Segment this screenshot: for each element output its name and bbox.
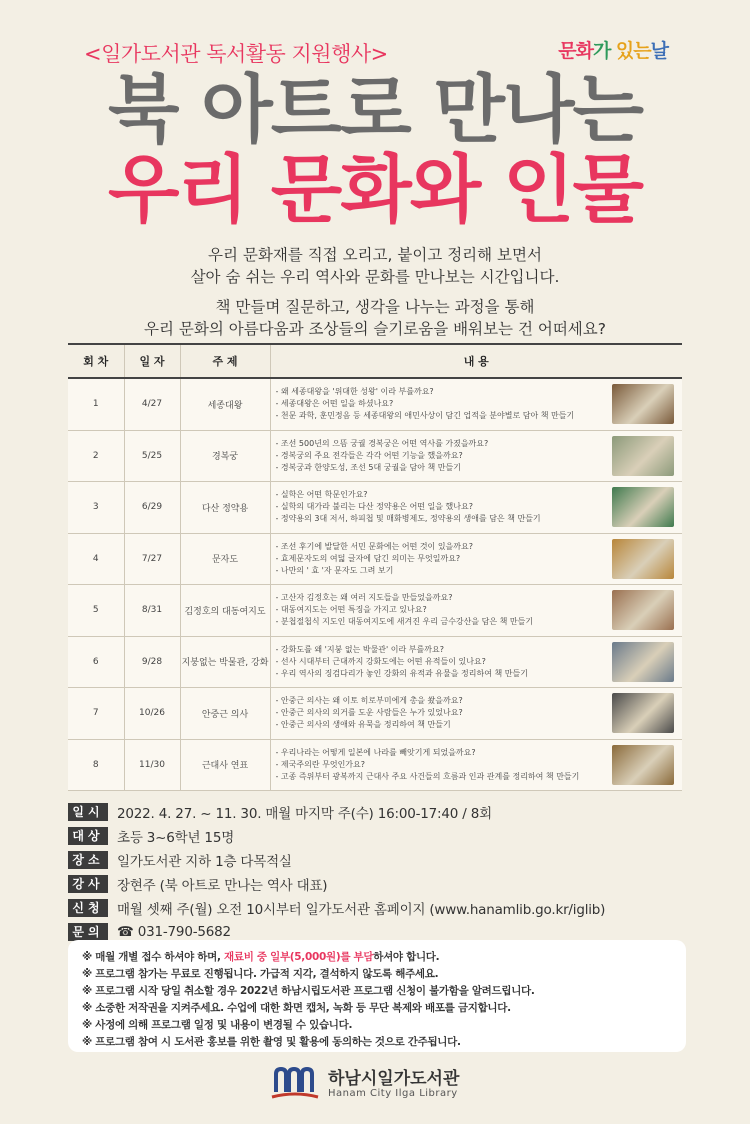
info-value: ☎ 031-790-5682: [117, 923, 231, 940]
topic-cell: 문자도: [180, 533, 270, 585]
table-row: [68, 378, 682, 430]
info-value: 장현주 (북 아트로 만나는 역사 대표): [117, 877, 328, 894]
notice-line: [82, 949, 439, 964]
info-row: [68, 848, 688, 871]
notice-line: ※ 사정에 의해 프로그램 일정 및 내용이 변경될 수 있습니다.: [82, 1019, 353, 1031]
session-cell: 4: [68, 533, 124, 585]
content-cell: [270, 482, 682, 534]
content-line: - 경복궁과 한양도성, 조선 5대 궁궐을 담아 책 만들기: [275, 462, 461, 472]
content-line: - 선사 시대부터 근대까지 강화도에는 어떤 유적들이 있나요?: [275, 656, 486, 666]
session-cell: 3: [68, 482, 124, 534]
table-row: [68, 636, 682, 688]
content-line: - 조선 500년의 으뜸 궁궐 경복궁은 어떤 역사를 가졌을까요?: [275, 438, 489, 448]
intro-line: 우리 문화의 아름다움과 조상들의 슬기로움을 배워보는 건 어떠세요?: [144, 320, 606, 338]
library-logo-icon: [270, 1064, 320, 1104]
culture-day-logo: 문화가 있는날: [558, 40, 668, 62]
notice-text: ※ 매월 개별 접수 하셔야 하며,: [82, 951, 225, 963]
content-line: - 왜 세종대왕을 '위대한 성왕' 이라 부를까요?: [275, 387, 434, 397]
content-line: - 세종대왕은 어떤 일을 하셨나요?: [275, 399, 394, 409]
session-cell: 1: [68, 378, 124, 430]
book-art-photo: [612, 590, 674, 630]
info-value: 매월 셋째 주(월) 오전 10시부터 일가도서관 홈페이지 (www.hanamlib.go.kr/iglib): [117, 901, 606, 918]
content-cell: [270, 378, 682, 430]
info-label: 장소: [68, 851, 108, 869]
topic-cell: 다산 정약용: [180, 482, 270, 534]
book-art-photo: [612, 539, 674, 579]
date-cell: 6/29: [124, 482, 180, 534]
event-subtitle: <일가도서관 독서활동 지원행사>: [84, 42, 388, 66]
content-line: - 우리 역사의 징검다리가 놓인 강화의 유적과 유물을 정리하여 책 만들기: [275, 668, 528, 678]
book-art-photo: [612, 384, 674, 424]
topic-cell: 김정호의 대동여지도: [180, 585, 270, 637]
table-header-row: [68, 344, 682, 378]
table-row: [68, 430, 682, 482]
content-line: - 제국주의란 무엇인가요?: [275, 759, 365, 769]
content-line: - 효제문자도의 여덟 글자에 담긴 의미는 무엇일까요?: [275, 553, 461, 563]
content-line: - 안중근 의사는 왜 이토 히로부미에게 총을 쐈을까요?: [275, 696, 463, 706]
library-name-ko: 하남시일가도서관: [328, 1069, 460, 1089]
event-info: [68, 800, 688, 944]
content-cell: [270, 533, 682, 585]
table-row: [68, 533, 682, 585]
header-session: 회 차: [68, 344, 124, 378]
info-row: [68, 824, 688, 847]
content-line: - 조선 후기에 발달한 서민 문화에는 어떤 것이 있을까요?: [275, 541, 473, 551]
session-cell: 2: [68, 430, 124, 482]
content-line: - 안중근 의사의 의거를 도운 사람들은 누가 있었나요?: [275, 708, 463, 718]
notice-box: [68, 940, 686, 1052]
notice-line: ※ 프로그램 참여 시 도서관 홍보를 위한 촬영 및 활용에 동의하는 것으로 간주됩니다.: [82, 1036, 461, 1048]
date-cell: 11/30: [124, 739, 180, 791]
date-cell: 8/31: [124, 585, 180, 637]
info-value: 2022. 4. 27. ~ 11. 30. 매월 마지막 주(수) 16:00-17:40 / 8회: [117, 805, 492, 822]
content-line: - 강화도를 왜 '지붕 없는 박물관' 이라 부를까요?: [275, 644, 444, 654]
info-value: 초등 3~6학년 15명: [117, 829, 235, 846]
info-row: [68, 800, 688, 823]
date-cell: 9/28: [124, 636, 180, 688]
content-line: - 경복궁의 주요 전각들은 각각 어떤 기능을 했을까요?: [275, 450, 463, 460]
session-cell: 6: [68, 636, 124, 688]
content-line: - 대동여지도는 어떤 특징을 가지고 있나요?: [275, 605, 427, 615]
topic-cell: 근대사 연표: [180, 739, 270, 791]
intro-line: 우리 문화재를 직접 오리고, 붙이고 정리해 보면서: [208, 246, 542, 264]
info-label: 일시: [68, 803, 108, 821]
session-cell: 8: [68, 739, 124, 791]
date-cell: 10/26: [124, 688, 180, 740]
content-cell: [270, 739, 682, 791]
info-label: 신청: [68, 899, 108, 917]
content-line: - 나만의 ' 효 '자 문자도 그려 보기: [275, 565, 394, 575]
info-value: 일가도서관 지하 1층 다목적실: [117, 853, 292, 870]
date-cell: 7/27: [124, 533, 180, 585]
content-line: - 분첩절첩식 지도인 대동여지도에 새겨진 우리 금수강산을 담은 책 만들기: [275, 617, 534, 627]
content-line: - 고산자 김정호는 왜 여러 지도들을 만들었을까요?: [275, 593, 453, 603]
content-line: - 우리나라는 어떻게 일본에 나라를 빼앗기게 되었을까요?: [275, 747, 476, 757]
title-line-1: 북 아트로 만나는: [108, 67, 642, 153]
content-cell: [270, 430, 682, 482]
notice-line: ※ 프로그램 참가는 무료로 진행됩니다. 가급적 지각, 결석하지 않도록 해주세요.: [82, 968, 439, 980]
library-name-en: Hanam City Ilga Library: [328, 1088, 458, 1099]
session-cell: 5: [68, 585, 124, 637]
table-row: [68, 688, 682, 740]
topic-cell: 세종대왕: [180, 378, 270, 430]
table-row: [68, 482, 682, 534]
header-content: 내 용: [270, 344, 682, 378]
book-art-photo: [612, 693, 674, 733]
info-row: [68, 872, 688, 895]
book-art-photo: [612, 487, 674, 527]
info-label: 강사: [68, 875, 108, 893]
content-line: - 실학의 대가라 불리는 다산 정약용은 어떤 일을 했나요?: [275, 502, 473, 512]
header-date: 일 자: [124, 344, 180, 378]
content-line: - 천문 과학, 훈민정음 등 세종대왕의 애민사상이 담긴 업적을 분야별로 담아 책 만들기: [275, 411, 575, 421]
info-label: 문의: [68, 923, 108, 941]
intro-line: 살아 숨 쉬는 우리 역사와 문화를 만나보는 시간입니다.: [190, 268, 560, 286]
book-art-photo: [612, 642, 674, 682]
library-logo: [270, 1062, 480, 1110]
topic-cell: 안중근 의사: [180, 688, 270, 740]
info-label: 대상: [68, 827, 108, 845]
content-cell: [270, 636, 682, 688]
book-art-photo: [612, 745, 674, 785]
topic-cell: 지붕없는 박물관, 강화: [180, 636, 270, 688]
content-line: - 고종 즉위부터 광복까지 근대사 주요 사건들의 흐름과 인과 관계를 정리하여 책 만들기: [275, 771, 580, 781]
date-cell: 5/25: [124, 430, 180, 482]
notice-text: 하셔야 합니다.: [373, 951, 440, 963]
title-line-2: 우리 문화와 인물: [108, 147, 642, 233]
content-line: - 실학은 어떤 학문인가요?: [275, 490, 368, 500]
topic-cell: 경복궁: [180, 430, 270, 482]
table-row: [68, 585, 682, 637]
header-topic: 주 제: [180, 344, 270, 378]
content-cell: [270, 585, 682, 637]
content-cell: [270, 688, 682, 740]
book-art-photo: [612, 436, 674, 476]
date-cell: 4/27: [124, 378, 180, 430]
notice-line: ※ 소중한 저작권을 지켜주세요. 수업에 대한 화면 캡처, 녹화 등 무단 복제와 배포를 금지합니다.: [82, 1002, 511, 1014]
session-cell: 7: [68, 688, 124, 740]
intro-line: 책 만들며 질문하고, 생각을 나누는 과정을 통해: [215, 298, 535, 316]
content-line: - 안중근 의사의 생애와 유묵을 정리하여 책 만들기: [275, 720, 451, 730]
schedule-table: [68, 343, 682, 791]
info-row: [68, 896, 688, 919]
content-line: - 정약용의 3대 저서, 하피첩 및 매화병제도, 정약용의 생애를 담은 책 만들기: [275, 514, 541, 524]
table-row: [68, 739, 682, 791]
intro-text: [0, 244, 750, 340]
notice-line: ※ 프로그램 시작 당일 취소할 경우 2022년 하남시립도서관 프로그램 신청이 불가함을 알려드립니다.: [82, 985, 535, 997]
notice-highlight: 재료비 중 일부(5,000원)를 부담: [224, 951, 374, 963]
